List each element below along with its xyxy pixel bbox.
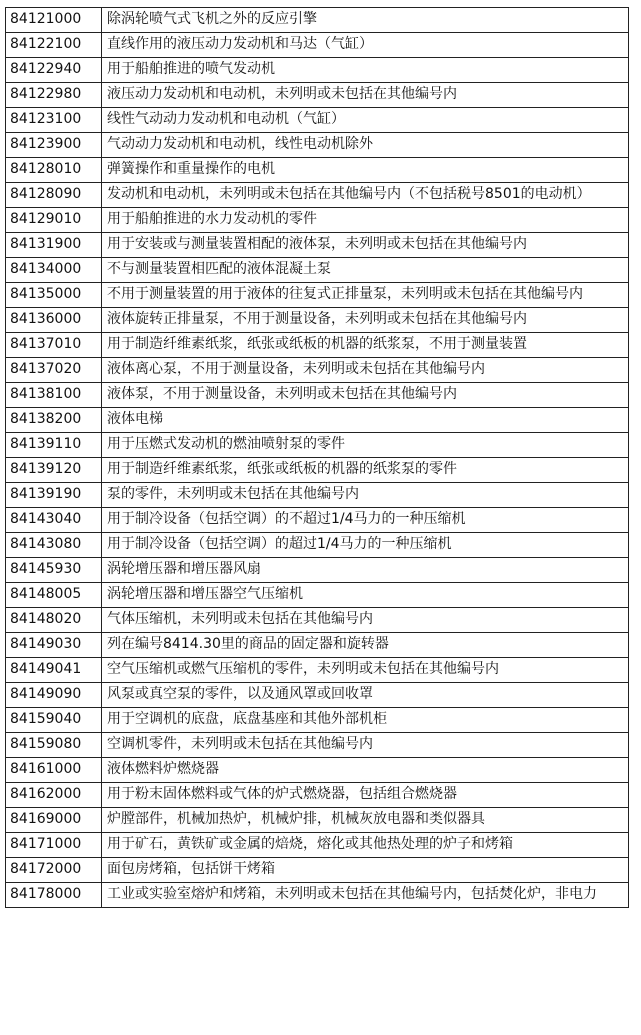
hs-code-cell: 84139190 <box>6 483 102 508</box>
description-cell: 线性气动动力发动机和电动机（气缸） <box>102 108 629 133</box>
table-row <box>6 358 629 383</box>
description-cell: 直线作用的液压动力发动机和马达（气缸） <box>102 33 629 58</box>
description-cell: 空调机零件，未列明或未包括在其他编号内 <box>102 733 629 758</box>
table-row <box>6 308 629 333</box>
description-cell: 液体燃料炉燃烧器 <box>102 758 629 783</box>
hs-code-cell: 84148020 <box>6 608 102 633</box>
description-cell: 弹簧操作和重量操作的电机 <box>102 158 629 183</box>
description-cell: 不与测量装置相匹配的液体混凝土泵 <box>102 258 629 283</box>
hs-code-cell: 84172000 <box>6 858 102 883</box>
hs-code-cell: 84138100 <box>6 383 102 408</box>
hs-code-cell: 84139110 <box>6 433 102 458</box>
description-cell: 面包房烤箱，包括饼干烤箱 <box>102 858 629 883</box>
description-cell: 风泵或真空泵的零件，以及通风罩或回收罩 <box>102 683 629 708</box>
description-cell: 涡轮增压器和增压器空气压缩机 <box>102 583 629 608</box>
table-row <box>6 683 629 708</box>
hs-code-cell: 84145930 <box>6 558 102 583</box>
description-cell: 液压动力发动机和电动机，未列明或未包括在其他编号内 <box>102 83 629 108</box>
description-cell: 用于制冷设备（包括空调）的不超过1/4马力的一种压缩机 <box>102 508 629 533</box>
hs-code-cell: 84161000 <box>6 758 102 783</box>
description-cell: 液体旋转正排量泵，不用于测量设备，未列明或未包括在其他编号内 <box>102 308 629 333</box>
hs-code-cell: 84122980 <box>6 83 102 108</box>
hs-code-cell: 84149030 <box>6 633 102 658</box>
description-cell: 用于空调机的底盘，底盘基座和其他外部机柜 <box>102 708 629 733</box>
hs-code-cell: 84138200 <box>6 408 102 433</box>
description-cell: 用于粉末固体燃料或气体的炉式燃烧器，包括组合燃烧器 <box>102 783 629 808</box>
hs-code-cell: 84128090 <box>6 183 102 208</box>
table-row <box>6 408 629 433</box>
table-row <box>6 483 629 508</box>
hs-code-cell: 84128010 <box>6 158 102 183</box>
hs-code-cell: 84159080 <box>6 733 102 758</box>
hs-code-cell: 84122100 <box>6 33 102 58</box>
hs-code-cell: 84123100 <box>6 108 102 133</box>
table-row <box>6 658 629 683</box>
table-row <box>6 33 629 58</box>
description-cell: 用于制造纤维素纸浆，纸张或纸板的机器的纸浆泵的零件 <box>102 458 629 483</box>
description-cell: 用于制造纤维素纸浆，纸张或纸板的机器的纸浆泵，不用于测量装置 <box>102 333 629 358</box>
table-row <box>6 708 629 733</box>
table-row <box>6 433 629 458</box>
table-row <box>6 158 629 183</box>
table-row <box>6 733 629 758</box>
description-cell: 液体离心泵，不用于测量设备，未列明或未包括在其他编号内 <box>102 358 629 383</box>
table-row <box>6 858 629 883</box>
description-cell: 气动动力发动机和电动机，线性电动机除外 <box>102 133 629 158</box>
table-row <box>6 458 629 483</box>
table-row <box>6 508 629 533</box>
hs-code-cell: 84129010 <box>6 208 102 233</box>
description-cell: 列在编号8414.30里的商品的固定器和旋转器 <box>102 633 629 658</box>
table-row <box>6 583 629 608</box>
table-row <box>6 8 629 33</box>
table-row <box>6 758 629 783</box>
hs-code-cell: 84134000 <box>6 258 102 283</box>
table-row <box>6 558 629 583</box>
hs-code-cell: 84171000 <box>6 833 102 858</box>
description-cell: 炉膛部件，机械加热炉，机械炉排，机械灰放电器和类似器具 <box>102 808 629 833</box>
hs-code-cell: 84136000 <box>6 308 102 333</box>
hs-code-cell: 84137010 <box>6 333 102 358</box>
description-cell: 工业或实验室熔炉和烤箱，未列明或未包括在其他编号内，包括焚化炉，非电力 <box>102 883 629 908</box>
table-row <box>6 283 629 308</box>
table-row <box>6 633 629 658</box>
description-cell: 空气压缩机或燃气压缩机的零件，未列明或未包括在其他编号内 <box>102 658 629 683</box>
description-cell: 用于制冷设备（包括空调）的超过1/4马力的一种压缩机 <box>102 533 629 558</box>
table-row <box>6 183 629 208</box>
hs-code-cell: 84148005 <box>6 583 102 608</box>
table-row <box>6 258 629 283</box>
description-cell: 液体泵，不用于测量设备，未列明或未包括在其他编号内 <box>102 383 629 408</box>
table-row <box>6 808 629 833</box>
hs-code-cell: 84135000 <box>6 283 102 308</box>
table-row <box>6 533 629 558</box>
hs-code-cell: 84137020 <box>6 358 102 383</box>
hs-code-cell: 84139120 <box>6 458 102 483</box>
description-cell: 用于压燃式发动机的燃油喷射泵的零件 <box>102 433 629 458</box>
table-row <box>6 608 629 633</box>
hs-code-cell: 84149090 <box>6 683 102 708</box>
hs-code-cell: 84143080 <box>6 533 102 558</box>
description-cell: 气体压缩机，未列明或未包括在其他编号内 <box>102 608 629 633</box>
table-row <box>6 58 629 83</box>
table-row <box>6 333 629 358</box>
table-row <box>6 133 629 158</box>
description-cell: 用于矿石，黄铁矿或金属的焙烧，熔化或其他热处理的炉子和烤箱 <box>102 833 629 858</box>
hs-code-cell: 84159040 <box>6 708 102 733</box>
description-cell: 除涡轮喷气式飞机之外的反应引擎 <box>102 8 629 33</box>
hs-code-cell: 84143040 <box>6 508 102 533</box>
table-body <box>6 8 629 908</box>
description-cell: 用于船舶推进的喷气发动机 <box>102 58 629 83</box>
description-cell: 涡轮增压器和增压器风扇 <box>102 558 629 583</box>
hs-code-cell: 84149041 <box>6 658 102 683</box>
table-row <box>6 883 629 908</box>
hs-code-table <box>5 7 629 908</box>
description-cell: 不用于测量装置的用于液体的往复式正排量泵，未列明或未包括在其他编号内 <box>102 283 629 308</box>
table-row <box>6 208 629 233</box>
description-cell: 用于船舶推进的水力发动机的零件 <box>102 208 629 233</box>
hs-code-cell: 84122940 <box>6 58 102 83</box>
hs-code-cell: 84169000 <box>6 808 102 833</box>
table-row <box>6 108 629 133</box>
hs-code-cell: 84162000 <box>6 783 102 808</box>
hs-code-cell: 84121000 <box>6 8 102 33</box>
hs-code-cell: 84131900 <box>6 233 102 258</box>
table-row <box>6 233 629 258</box>
hs-code-cell: 84123900 <box>6 133 102 158</box>
table-row <box>6 833 629 858</box>
table-row <box>6 783 629 808</box>
description-cell: 液体电梯 <box>102 408 629 433</box>
hs-code-cell: 84178000 <box>6 883 102 908</box>
description-cell: 用于安装或与测量装置相配的液体泵，未列明或未包括在其他编号内 <box>102 233 629 258</box>
description-cell: 泵的零件，未列明或未包括在其他编号内 <box>102 483 629 508</box>
description-cell: 发动机和电动机，未列明或未包括在其他编号内（不包括税号8501的电动机） <box>102 183 629 208</box>
table-row <box>6 83 629 108</box>
table-row <box>6 383 629 408</box>
